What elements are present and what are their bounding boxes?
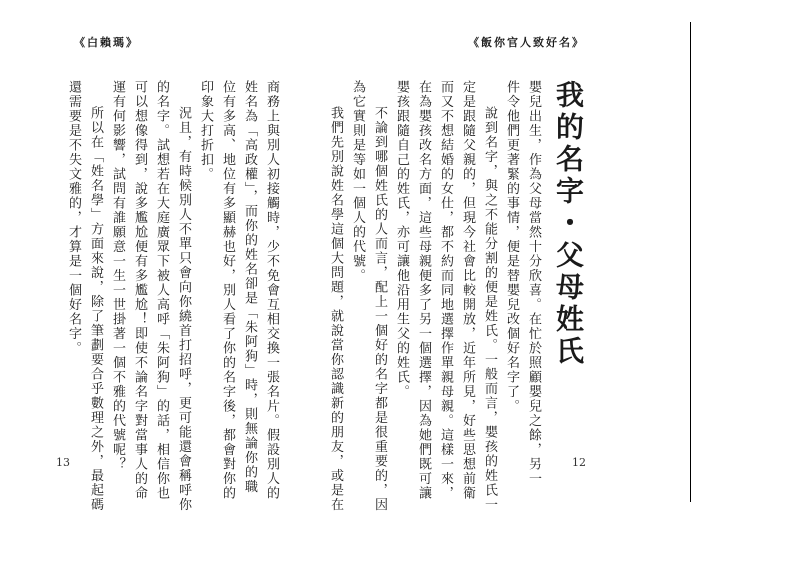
left-running-header: 《白賴瑪》 [74, 36, 139, 49]
left-page-column-9: 所以在「姓名學」方面來說，除了筆劃要合乎數理之外，最起碼 [88, 106, 103, 512]
left-page-column-2: 姓名為「高政權」，而你的姓名卻是「朱阿狗」時，則無論你的職 [242, 80, 257, 494]
right-page-column-10: 我們先別說姓名學這個大問題，就說當你認識新的朋友，或是在 [328, 106, 343, 512]
left-page-column-6: 的名字。試想若在大庭廣眾下被人高呼「朱阿狗」的話，相信你也 [154, 80, 169, 501]
right-running-header: 《飯你官人致好名》 [468, 36, 585, 49]
left-page-column-10: 還需要是不失文雅的，才算是一個好名字。 [66, 80, 81, 356]
left-page-column-3: 位有多高、地位有多顯赫也好，別人看了你的名字後，都會對你的 [220, 80, 235, 501]
left-page-number: 13 [56, 456, 70, 469]
right-page-number: 12 [572, 456, 586, 469]
left-page-column-7: 可以想像得到，說多尷尬便有多尷尬！即使不論名字對當事人的命 [132, 80, 147, 501]
right-page-column-5: 而又不想結婚的女仕，都不約而同地選擇作單親母親。這樣一來， [438, 80, 453, 501]
left-page-column-8: 運有何影響，試問有誰願意一生一世掛著一個不雅的代號呢？ [110, 80, 125, 472]
right-page-column-6: 在為嬰孩改名方面，這些母親便多了另一個選擇，因為她們既可讓 [416, 80, 431, 501]
right-page-column-2: 件令他們更著緊的事情，便是替嬰兒改個好名字了。 [504, 80, 519, 414]
page-edge-line [690, 22, 691, 502]
right-page-column-4: 定是跟隨父親的，但現今社會比較開放，近年所見，好些思想前衛 [460, 80, 475, 501]
right-page-column-8: 不論到哪個姓氏的人而言，配上一個好的名字都是很重要的，因 [372, 106, 387, 512]
right-page-column-3: 說到名字，與之不能分割的便是姓氏。一般而言，嬰孩的姓氏一 [482, 106, 497, 512]
left-page-column-5: 況且，有時候別人不單只會向你繞首打招呼，更可能還會稱呼你 [176, 106, 191, 512]
left-page-column-1: 商務上與別人初接觸時，少不免會互相交換一張名片。假設別人的 [264, 80, 279, 501]
right-page-column-9: 為它實則是等如一個人的代號。 [350, 80, 365, 283]
chapter-title: 我的名字・父母姓氏 [552, 80, 585, 368]
left-page-column-4: 印象大打折扣。 [198, 80, 213, 182]
right-page-column-7: 嬰孩跟隨自己的姓氏，亦可讓他沿用生父的姓氏。 [394, 80, 409, 399]
right-page-column-1: 嬰兒出生，作為父母當然十分欣喜。在忙於照顧嬰兒之餘，另一 [526, 80, 541, 486]
